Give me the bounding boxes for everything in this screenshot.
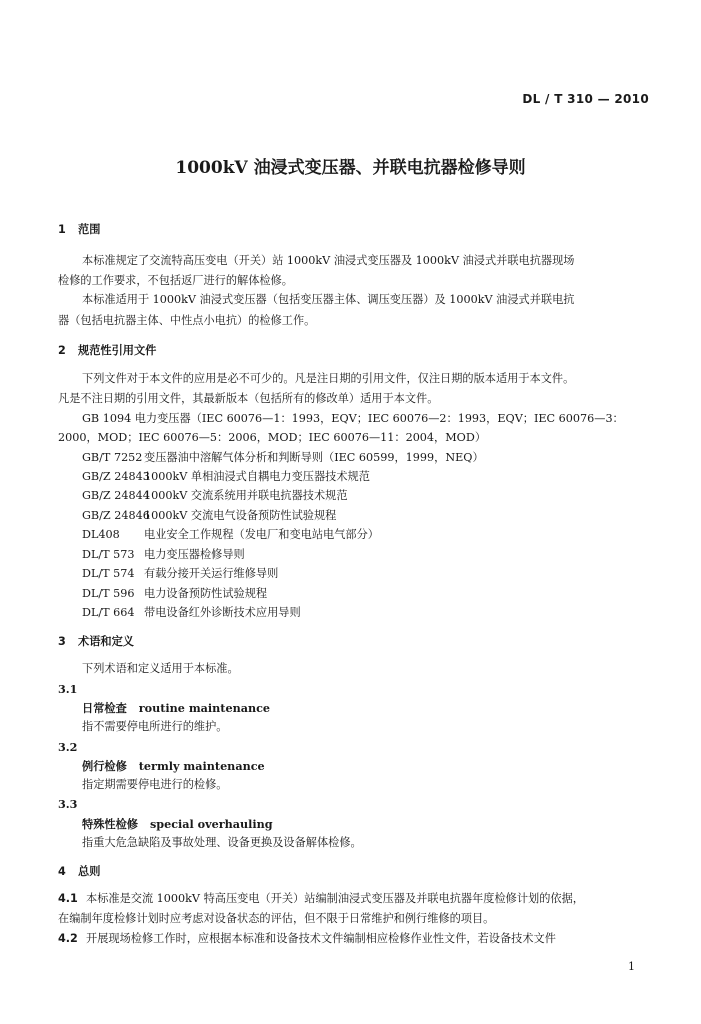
term-number: 3.2: [58, 740, 78, 754]
section-4-heading: 4 总则: [58, 864, 101, 878]
doc-code-header: DL / T 310 — 2010: [522, 92, 649, 106]
clause-4-1-line2: 在编制年度检修计划时应考虑对设备状态的评估，但不限于日常维护和例行维修的项目。: [58, 912, 495, 925]
s2-para1-line1: 下列文件对于本文件的应用是必不可少的。凡是注日期的引用文件，仅注日期的版本适用于本文件。: [82, 372, 575, 385]
term-definition: 指定期需要停电进行的检修。: [82, 778, 228, 791]
s1-para1-line1: 本标准规定了交流特高压变电（开关）站 1000kV 油浸式变压器及 1000kV 油浸式并联电抗器现场: [82, 254, 575, 267]
section-3-heading: 3 术语和定义: [58, 634, 134, 648]
ref-item: DL/T 596 电力设备预防性试验规程: [82, 587, 268, 600]
ref-item: GB/Z 248441000kV 交流系统用并联电抗器技术规范: [82, 489, 348, 502]
section-2-heading: 2 规范性引用文件: [58, 343, 157, 357]
clause-4-2-line1: 4.2 开展现场检修工作时，应根据本标准和设备技术文件编制相应检修作业性文件，若设备技术文件: [58, 932, 556, 945]
s2-para1-line2: 凡是不注日期的引用文件，其最新版本（包括所有的修改单）适用于本文件。: [58, 392, 439, 405]
ref-item: DL408 电业安全工作规程（发电厂和变电站电气部分）: [82, 528, 379, 541]
section-1-heading: 1 范围: [58, 222, 101, 236]
ref-item: DL/T 573 电力变压器检修导则: [82, 548, 245, 561]
clause-4-1-line1: 4.1 本标准是交流 1000kV 特高压变电（开关）站编制油浸式变压器及并联电抗器年度检修计划的依据，: [58, 892, 584, 905]
term-heading: 日常检查 routine maintenance: [82, 701, 271, 715]
term-number: 3.3: [58, 797, 78, 811]
ref-item: DL/T 664 带电设备红外诊断技术应用导则: [82, 606, 301, 619]
term-heading: 例行检修 termly maintenance: [82, 759, 265, 773]
ref-item: DL/T 574 有载分接开关运行维修导则: [82, 567, 279, 580]
ref-gb1094-line1: GB 1094 电力变压器（IEC 60076—1：1993，EQV；IEC 60076—2：1993，EQV；IEC 60076—3：: [82, 412, 624, 425]
s1-para2-line2: 器（包括电抗器主体、中性点小电抗）的检修工作。: [58, 314, 316, 327]
page-number: 1: [628, 960, 635, 973]
s3-intro: 下列术语和定义适用于本标准。: [82, 662, 239, 675]
page-title: 1000kV 油浸式变压器、并联电抗器检修导则: [175, 158, 526, 178]
ref-item: GB/T 7252 变压器油中溶解气体分析和判断导则（IEC 60599，1999，NEQ）: [82, 451, 484, 464]
ref-item: GB/Z 248461000kV 交流电气设备预防性试验规程: [82, 509, 337, 522]
ref-item: GB/Z 248431000kV 单相油浸式自耦电力变压器技术规范: [82, 470, 370, 483]
term-heading: 特殊性检修 special overhauling: [82, 817, 273, 831]
s1-para2-line1: 本标准适用于 1000kV 油浸式变压器（包括变压器主体、调压变压器）及 1000kV 油浸式并联电抗: [82, 293, 575, 306]
term-definition: 指重大危急缺陷及事故处理、设备更换及设备解体检修。: [82, 836, 362, 849]
term-definition: 指不需要停电所进行的维护。: [82, 720, 228, 733]
ref-gb1094-line2: 2000，MOD；IEC 60076—5：2006，MOD；IEC 60076—11：2004，MOD）: [58, 431, 487, 444]
term-number: 3.1: [58, 682, 78, 696]
s1-para1-line2: 检修的工作要求，不包括返厂进行的解体检修。: [58, 274, 293, 287]
